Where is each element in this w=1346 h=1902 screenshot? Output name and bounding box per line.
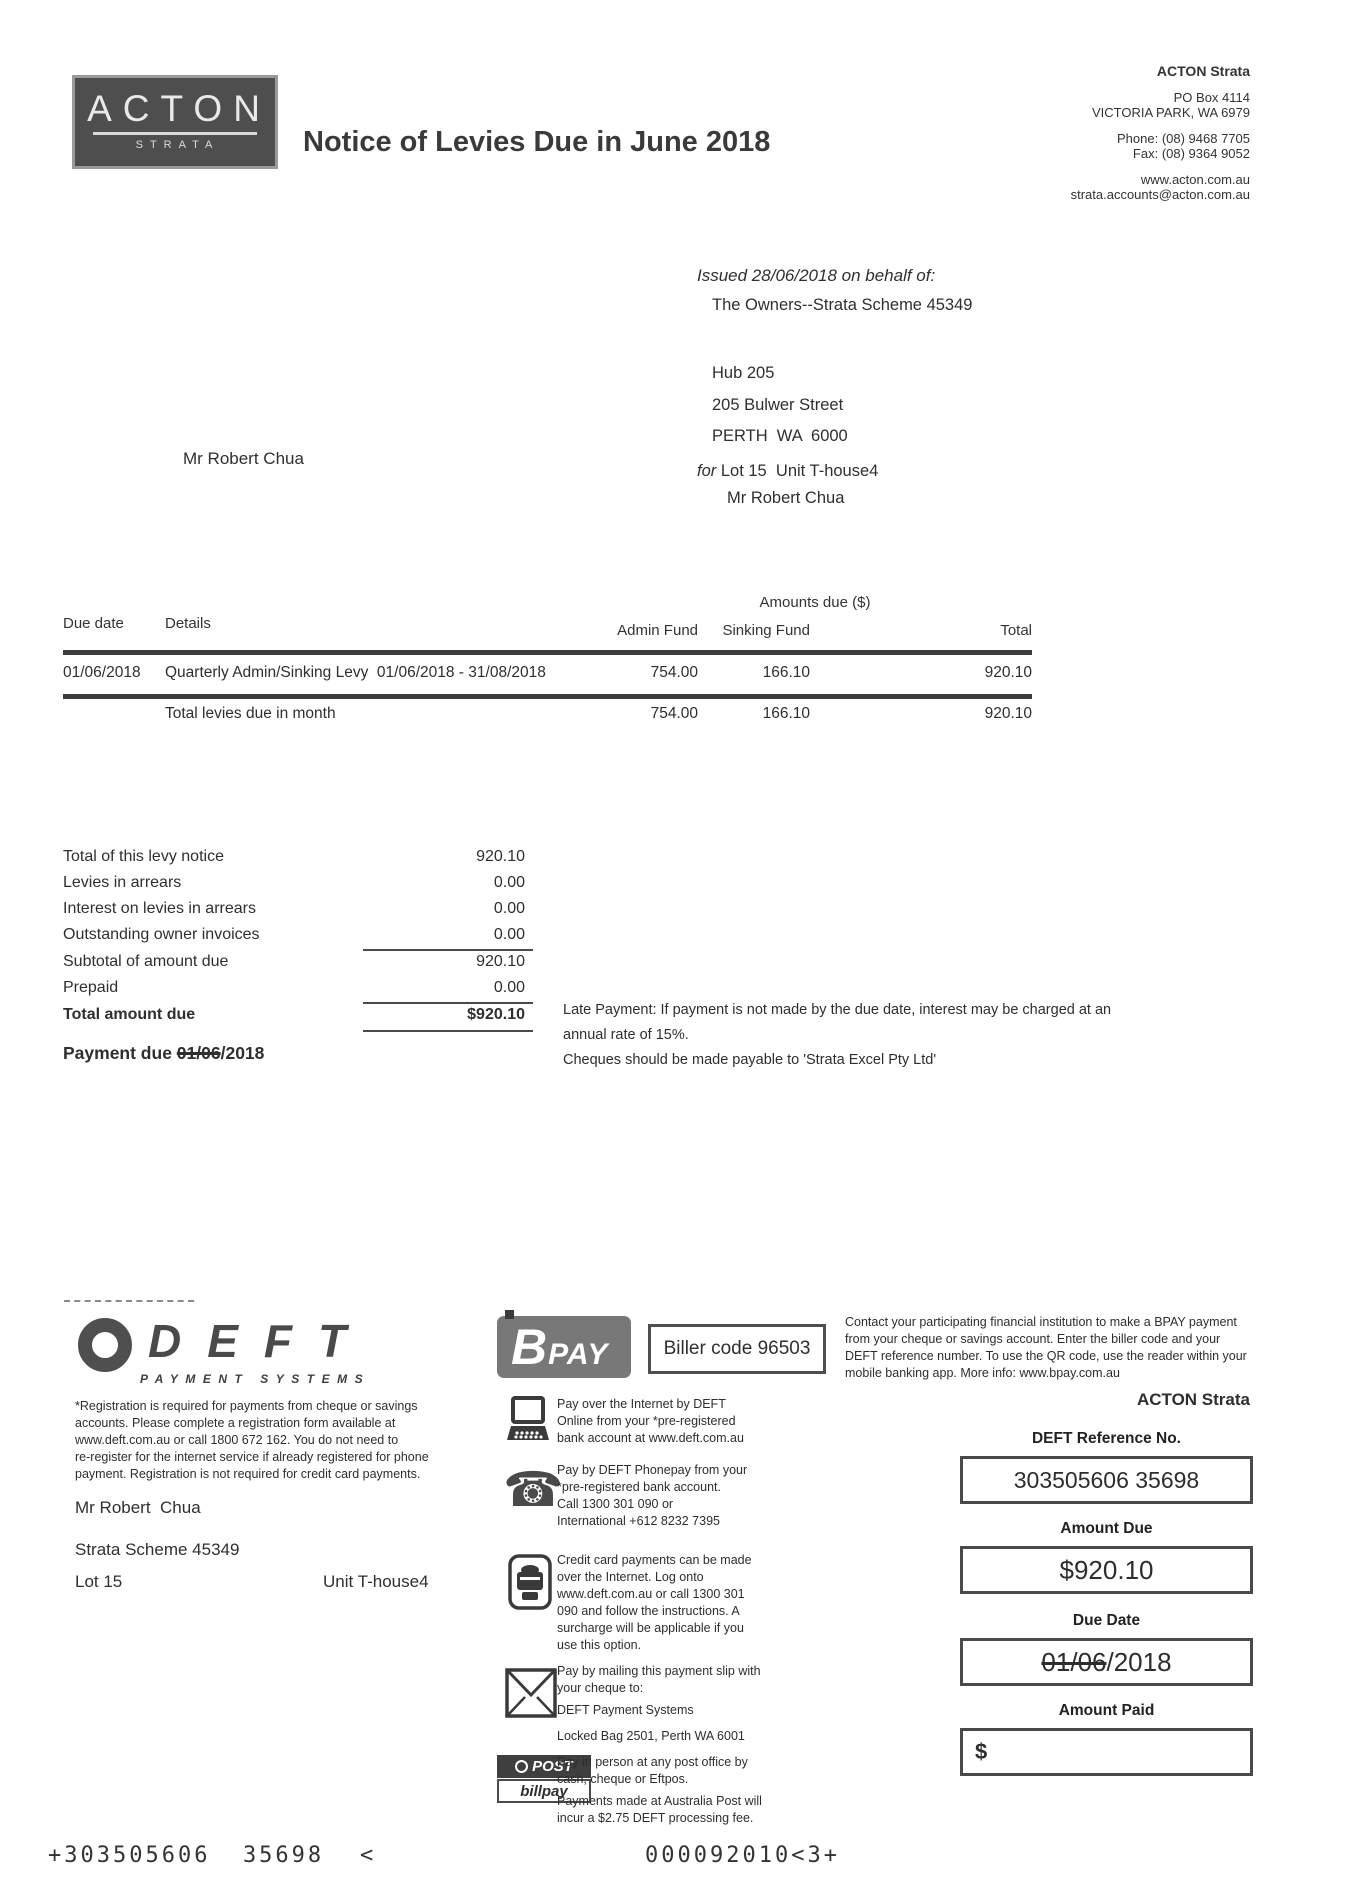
slip-payer-name: Mr Robert Chua (75, 1498, 201, 1517)
summary-value: 0.00 (493, 926, 525, 943)
method-line: bank account at www.deft.com.au (557, 1431, 744, 1445)
amount-due-box (960, 1546, 1253, 1594)
company-website: www.acton.com.au (1140, 172, 1250, 187)
company-po-box: PO Box 4114 (1173, 90, 1250, 105)
cheque-payable-line: Cheques should be made payable to 'Strata Excel Pty Ltd' (563, 1052, 937, 1068)
amounts-due-header: Amounts due ($) (759, 594, 871, 611)
for-lot-line (697, 462, 878, 481)
summary-value: 0.00 (493, 900, 525, 917)
credit-card-icon (508, 1554, 552, 1615)
ocr-reference-right: 000092010<3+ (645, 1843, 840, 1868)
method-line: cash, cheque or Eftpos. (557, 1772, 689, 1786)
acton-strata-logo (75, 78, 275, 166)
column-header-total: Total (1000, 622, 1032, 639)
method-line: surcharge will be applicable if you (557, 1621, 744, 1635)
slip-lot: Lot 15 (75, 1572, 123, 1591)
bpay-logo (497, 1316, 631, 1378)
mail-to-name: DEFT Payment Systems (557, 1703, 694, 1717)
column-header-admin-fund: Admin Fund (617, 622, 698, 639)
table-rule (63, 694, 1032, 699)
levy-row-sinking-fund: 166.10 (762, 664, 810, 681)
summary-label: Interest on levies in arrears (63, 900, 256, 917)
method-line: Pay by DEFT Phonepay from your (557, 1463, 748, 1477)
registration-line: payment. Registration is not required for credit card payments. (75, 1467, 421, 1481)
tear-line (64, 1300, 194, 1302)
summary-value: 0.00 (493, 979, 525, 996)
deft-registration-note (75, 1398, 429, 1483)
total-amount-due-label: Total amount due (63, 1006, 196, 1023)
method-line: over the Internet. Log onto (557, 1570, 704, 1584)
summary-label: Levies in arrears (63, 874, 182, 891)
deft-reference-value: 303505606 35698 (1013, 1466, 1200, 1493)
ocr-separator: < (360, 1843, 377, 1868)
amount-paid-box (960, 1728, 1253, 1776)
levy-row-total: 920.10 (984, 664, 1032, 681)
method-line: Pay by mailing this payment slip with (557, 1664, 761, 1678)
total-levies-admin-fund: 754.00 (650, 705, 698, 722)
issued-line: Issued 28/06/2018 on behalf of: (697, 266, 936, 285)
biller-code-box (648, 1324, 826, 1374)
bpay-logo-text: BPAY (511, 1319, 609, 1375)
total-levies-sinking-fund: 166.10 (762, 705, 810, 722)
acton-logo-wordmark: ACTON (87, 88, 271, 129)
levy-row-admin-fund: 754.00 (650, 664, 698, 681)
property-building: Hub 205 (712, 364, 775, 382)
summary-value: 0.00 (493, 874, 525, 891)
slip-company-name: ACTON Strata (1136, 1390, 1250, 1409)
method-line: 090 and follow the instructions. A (557, 1604, 740, 1618)
summary-label: Total of this levy notice (63, 848, 224, 865)
registration-line: accounts. Please complete a registration form available at (75, 1416, 396, 1430)
method-line: your cheque to: (557, 1681, 644, 1695)
document-title: Notice of Levies Due in June 2018 (303, 126, 771, 158)
bpay-info-line: from your cheque or savings account. Enter the biller code and your (845, 1332, 1221, 1346)
method-line: *pre-registered bank account. (557, 1480, 721, 1494)
summary-label: Prepaid (63, 979, 119, 996)
summary-rule (363, 1030, 533, 1032)
bpay-info-line: DEFT reference number. To use the QR code, use the reader within your (845, 1349, 1247, 1363)
amount-due-label: Amount Due (1060, 1520, 1153, 1537)
spacer (1071, 79, 1250, 90)
registration-line: *Registration is required for payments from cheque or savings (75, 1399, 418, 1413)
column-header-details: Details (165, 615, 211, 632)
company-contact-block (1071, 64, 1250, 202)
summary-label: Subtotal of amount due (63, 953, 229, 970)
biller-code-text: Biller code 96503 (663, 1338, 811, 1359)
company-phone: Phone: (08) 9468 7705 (1117, 131, 1250, 146)
column-header-sinking-fund: Sinking Fund (722, 622, 810, 639)
property-street: 205 Bulwer Street (712, 396, 844, 414)
bpay-info-line: mobile banking app. More info: www.bpay.com.au (845, 1366, 1120, 1380)
summary-value: 920.10 (476, 848, 525, 865)
envelope-icon (505, 1668, 557, 1723)
method-post-text (557, 1754, 748, 1788)
summary-rule (363, 1002, 533, 1004)
property-city: PERTH WA 6000 (712, 427, 848, 445)
lot-unit-text: Lot 15 Unit T-house4 (720, 462, 879, 480)
payment-due-prefix: Payment due (63, 1043, 177, 1063)
due-date-struck: 01/06 (1041, 1646, 1107, 1677)
acton-logo-subtitle: STRATA (135, 139, 220, 151)
amount-paid-label: Amount Paid (1058, 1702, 1155, 1719)
deft-reference-label: DEFT Reference No. (1031, 1430, 1181, 1447)
levy-row-due-date: 01/06/2018 (63, 664, 141, 681)
slip-unit: Unit T-house4 (323, 1572, 429, 1591)
for-prefix: for (697, 462, 717, 480)
amount-paid-currency: $ (975, 1739, 988, 1764)
total-amount-due-value: $920.10 (467, 1006, 525, 1023)
method-line: Payments made at Australia Post will (557, 1794, 762, 1808)
spacer (1071, 120, 1250, 131)
summary-label: Outstanding owner invoices (63, 926, 260, 943)
company-city: VICTORIA PARK, WA 6979 (1092, 105, 1250, 120)
late-payment-line: Late Payment: If payment is not made by the due date, interest may be charged at an (563, 1002, 1112, 1018)
method-line: Online from your *pre-registered (557, 1414, 736, 1428)
method-line: Pay over the Internet by DEFT (557, 1397, 726, 1411)
summary-rule (363, 949, 533, 951)
method-creditcard-text (557, 1552, 752, 1654)
ocr-reference-left: +303505606 35698 (48, 1843, 325, 1868)
method-line: International +612 8232 7395 (557, 1514, 720, 1528)
deft-logo-subtitle: PAYMENT SYSTEMS (140, 1372, 371, 1386)
method-line: Credit card payments can be made (557, 1553, 752, 1567)
amount-due-value: $920.10 (1059, 1554, 1154, 1585)
payment-due-line (63, 1043, 264, 1064)
summary-value: 920.10 (476, 953, 525, 970)
company-email: strata.accounts@acton.com.au (1070, 187, 1250, 202)
billpay-logo-text: billpay (497, 1779, 591, 1803)
telephone-icon: ☎ (503, 1462, 563, 1518)
post-fee-text (557, 1793, 762, 1827)
method-phonepay-text (557, 1462, 747, 1530)
column-header-due-date: Due date (63, 615, 124, 632)
late-payment-line: annual rate of 15%. (563, 1027, 689, 1043)
method-line: Pay in person at any post office by (557, 1755, 748, 1769)
bpay-logo-mark (505, 1310, 514, 1319)
mail-to-address: Locked Bag 2501, Perth WA 6001 (557, 1729, 745, 1743)
method-line: www.deft.com.au or call 1300 301 (557, 1587, 745, 1601)
bpay-info-note (845, 1314, 1247, 1382)
company-fax: Fax: (08) 9364 9052 (1132, 146, 1250, 161)
lot-occupant-name: Mr Robert Chua (727, 489, 845, 507)
total-levies-total: 920.10 (984, 705, 1032, 722)
due-date-year: /2018 (1106, 1646, 1172, 1677)
late-payment-note (563, 998, 1111, 1073)
payment-due-date-struck: 01/06 (176, 1043, 221, 1063)
method-mail-text (557, 1663, 761, 1697)
owners-scheme-name: The Owners--Strata Scheme 45349 (712, 296, 973, 314)
deft-logo-wordmark: DEFT (148, 1315, 373, 1367)
table-rule (63, 650, 1032, 655)
recipient-name: Mr Robert Chua (183, 449, 304, 468)
bpay-info-line: Contact your participating financial institution to make a BPAY payment (845, 1315, 1237, 1329)
total-levies-label: Total levies due in month (165, 705, 336, 722)
payment-due-date-year: /2018 (220, 1043, 265, 1063)
acton-logo-rule (93, 132, 257, 135)
registration-line: www.deft.com.au or call 1800 672 162. You do not need to (75, 1433, 399, 1447)
post-circle-icon (515, 1760, 528, 1773)
method-line: Call 1300 301 090 or (557, 1497, 674, 1511)
deft-logo-icon (78, 1318, 132, 1372)
slip-scheme: Strata Scheme 45349 (75, 1540, 240, 1559)
post-logo-text: POST (532, 1758, 573, 1775)
due-date-box (960, 1638, 1253, 1686)
due-date-label: Due Date (1072, 1612, 1141, 1629)
method-line: incur a $2.75 DEFT processing fee. (557, 1811, 754, 1825)
registration-line: re-register for the internet service if already registered for phone (75, 1450, 429, 1464)
method-internet-text (557, 1396, 744, 1447)
spacer (1071, 161, 1250, 172)
company-name: ACTON Strata (1156, 63, 1250, 79)
levy-row-details: Quarterly Admin/Sinking Levy 01/06/2018 - 31/08/2018 (165, 664, 546, 681)
computer-icon (505, 1396, 551, 1449)
method-line: use this option. (557, 1638, 642, 1652)
deft-reference-box (960, 1456, 1253, 1504)
